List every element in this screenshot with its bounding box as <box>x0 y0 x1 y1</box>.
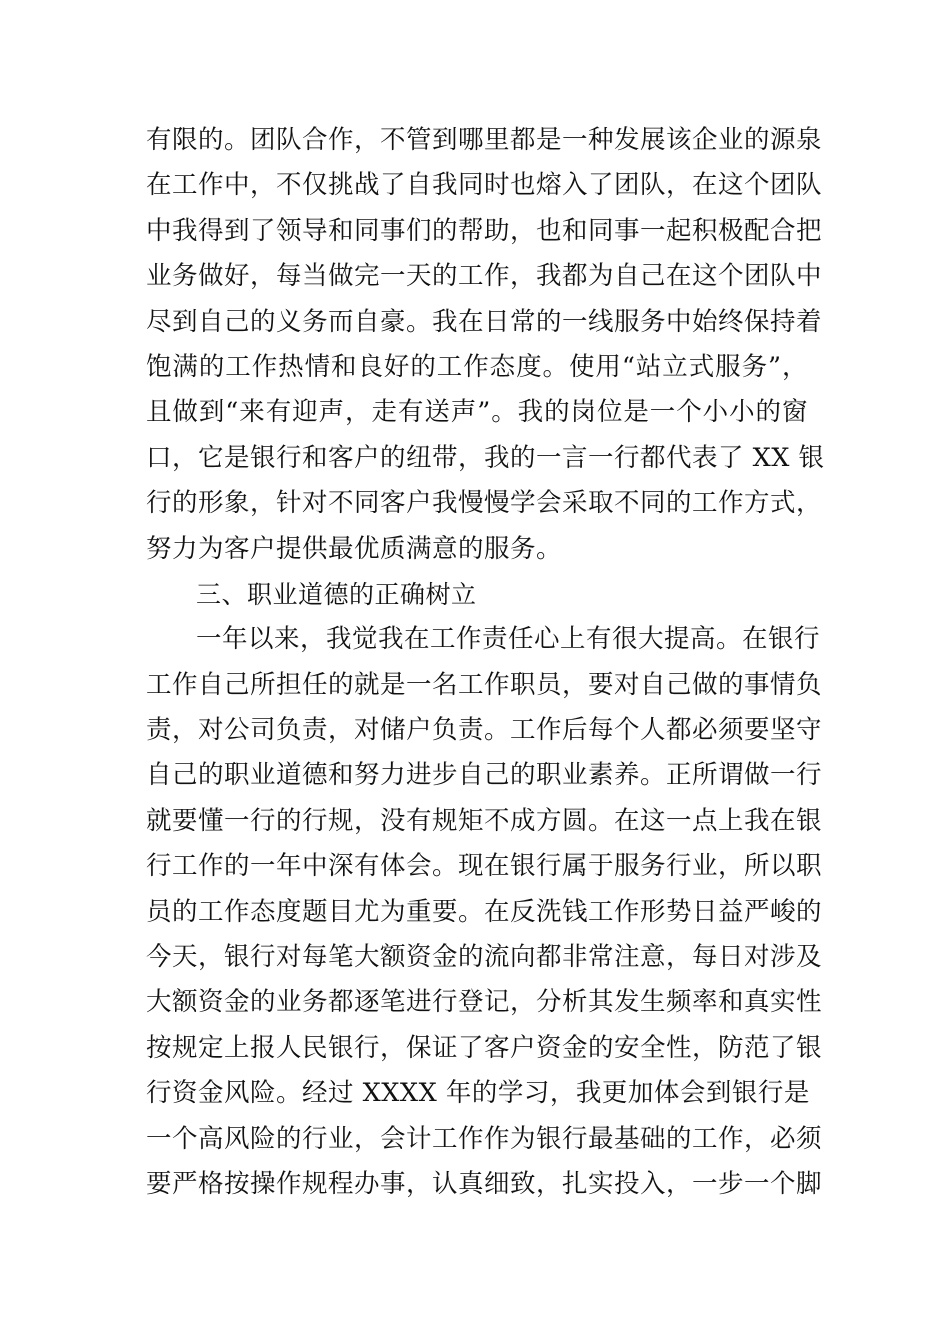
paragraph-1 <box>146 118 825 572</box>
text-line: 自己的职业道德和努力进步自己的职业素养。正所谓做一行 <box>146 760 823 791</box>
text-line: 行的形象，针对不同客户我慢慢学会采取不同的工作方式， <box>146 488 823 519</box>
document-body <box>146 118 825 1207</box>
text-line: 行资金风险。经过 XXXX 年的学习，我更加体会到银行是 <box>146 1078 810 1109</box>
text-line: 业务做好，每当做完一天的工作，我都为自己在这个团队中 <box>146 261 823 292</box>
text-line: 努力为客户提供最优质满意的服务。 <box>146 533 563 564</box>
text-line: 口，它是银行和客户的纽带，我的一言一行都代表了 XX 银 <box>146 442 825 473</box>
text-line: 行工作的一年中深有体会。现在银行属于服务行业，所以职 <box>146 851 823 882</box>
text-line: 按规定上报人民银行，保证了客户资金的安全性，防范了银 <box>146 1032 823 1063</box>
text-line: 有限的。团队合作，不管到哪里都是一种发展该企业的源泉 <box>146 125 823 155</box>
text-line: 员的工作态度题目尤为重要。在反洗钱工作形势日益严峻的 <box>146 896 823 927</box>
paragraph-2 <box>146 617 823 1207</box>
text-line: 要严格按操作规程办事，认真细致，扎实投入，一步一个脚 <box>146 1168 823 1199</box>
text-line: 在工作中，不仅挑战了自我同时也熔入了团队，在这个团队 <box>146 170 823 201</box>
text-line: 且做到“来有迎声，走有送声”。我的岗位是一个小小的窗 <box>146 397 808 428</box>
text-line: 今天，银行对每笔大额资金的流向都非常注意，每日对涉及 <box>146 942 823 973</box>
section-heading: 三、职业道德的正确树立 <box>196 579 477 609</box>
text-line: 责，对公司负责，对储户负责。工作后每个人都必须要坚守 <box>146 715 823 746</box>
text-line: 尽到自己的义务而自豪。我在日常的一线服务中始终保持着 <box>146 306 823 337</box>
text-line: 一年以来，我觉我在工作责任心上有很大提高。在银行 <box>196 624 821 655</box>
text-line: 就要懂一行的行规，没有规矩不成方圆。在这一点上我在银 <box>146 805 823 836</box>
text-line: 一个高风险的行业，会计工作作为银行最基础的工作，必须 <box>146 1123 823 1154</box>
text-line: 大额资金的业务都逐笔进行登记，分析其发生频率和真实性 <box>146 987 823 1018</box>
text-line: 工作自己所担任的就是一名工作职员，要对自己做的事情负 <box>146 669 823 700</box>
text-line: 饱满的工作热情和良好的工作态度。使用“站立式服务”， <box>146 351 808 382</box>
text-line: 中我得到了领导和同事们的帮助，也和同事一起积极配合把 <box>146 215 823 246</box>
